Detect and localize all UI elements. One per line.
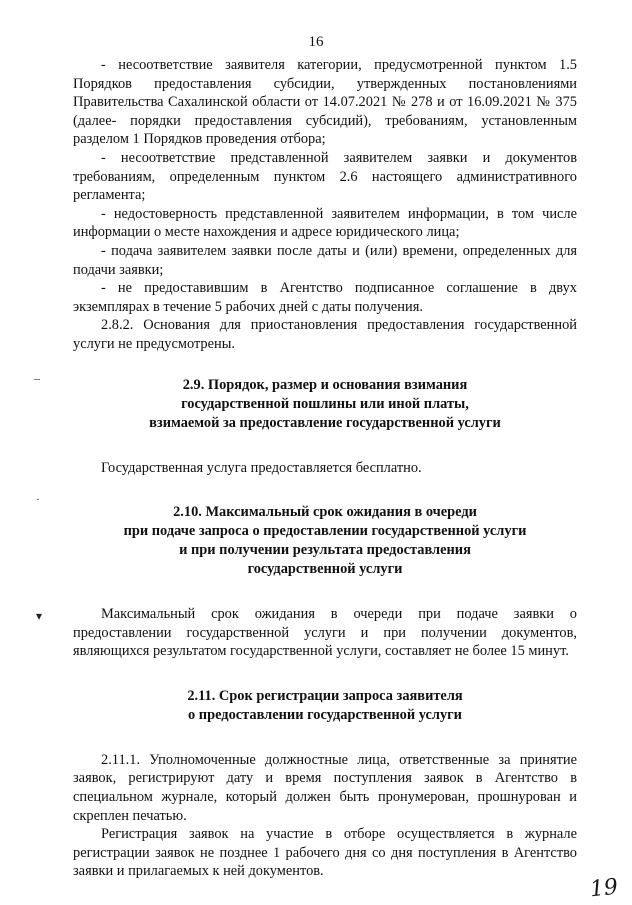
section-2-10-text: Максимальный срок ожидания в очереди при подаче заявки о предоставлении государственной услуги и при получении документов, являющихся результатом государственной услуги, составляет не более 15 минут. bbox=[73, 606, 577, 660]
heading-line: 2.9. Порядок, размер и основания взимания bbox=[182, 376, 468, 393]
paragraph-criteria-category: - несоответствие заявителя категории, предусмотренной пунктом 1.5 Порядков предоставления субсидии, утвержденных постановлениями Правительства Сахалинской области от 14.07.2021 № 278 и от 16.09.2021 № 375 (далее- порядки предоставления субсидий), требованиям, установленным разделом 1 Порядков проведения отбора; bbox=[73, 57, 577, 148]
heading-line: о предоставлении государственной услуги bbox=[188, 706, 462, 723]
heading-line: государственной услуги bbox=[247, 561, 403, 578]
document-body bbox=[73, 56, 577, 881]
paragraph-2-11-1: 2.11.1. Уполномоченные должностные лица, ответственные за принятие заявок, регистрируют дату и время поступления заявок в Агентство в специальном журнале, который должен быть пронумерован, прошнурован и скреплен печатью. bbox=[73, 751, 577, 824]
paragraph-registration: Регистрация заявок на участие в отборе осуществляется в журнале регистрации заявок не позднее 1 рабочего дня со дня поступления в Агентство заявки и прилагаемых к ней документов. bbox=[73, 826, 577, 880]
section-2-10-heading bbox=[73, 503, 577, 579]
paragraph-criteria-info: - недостоверность представленной заявителем информации, в том числе информации о месте нахождения и адресе юридического лица; bbox=[73, 205, 577, 241]
heading-line: 2.10. Максимальный срок ожидания в очереди bbox=[173, 504, 477, 521]
scan-speck: – bbox=[34, 371, 40, 385]
heading-line: и при получении результата предоставления bbox=[179, 542, 471, 559]
scan-speck: ▾ bbox=[36, 609, 43, 623]
paragraph-criteria-documents: - несоответствие представленной заявителем заявки и документов требованиям, определенным пунктом 2.6 настоящего административного регламента; bbox=[73, 149, 577, 204]
paragraph-criteria-deadline: - подача заявителем заявки после даты и (или) времени, определенных для подачи заявки; bbox=[73, 242, 577, 278]
scan-speck: · bbox=[36, 492, 40, 506]
handwritten-page-mark: 19 bbox=[588, 874, 620, 903]
paragraph-2-8-2: 2.8.2. Основания для приостановления предоставления государственной услуги не предусмотрены. bbox=[73, 317, 577, 352]
heading-line: государственной пошлины или иной платы, bbox=[181, 395, 469, 412]
paragraph-criteria-agreement: - не предоставившим в Агентство подписанное соглашение в двух экземплярах в течение 5 рабочих дней с даты получения. bbox=[73, 280, 577, 315]
heading-line: взимаемой за предоставление государственной услуги bbox=[149, 414, 501, 431]
page-number: 16 bbox=[308, 34, 324, 50]
section-2-11-heading bbox=[73, 687, 577, 725]
heading-line: при подаче запроса о предоставлении государственной услуги bbox=[123, 523, 527, 540]
section-2-9-heading bbox=[73, 376, 577, 433]
heading-line: 2.11. Срок регистрации запроса заявителя bbox=[187, 687, 463, 704]
section-2-9-text: Государственная услуга предоставляется бесплатно. bbox=[101, 459, 422, 476]
